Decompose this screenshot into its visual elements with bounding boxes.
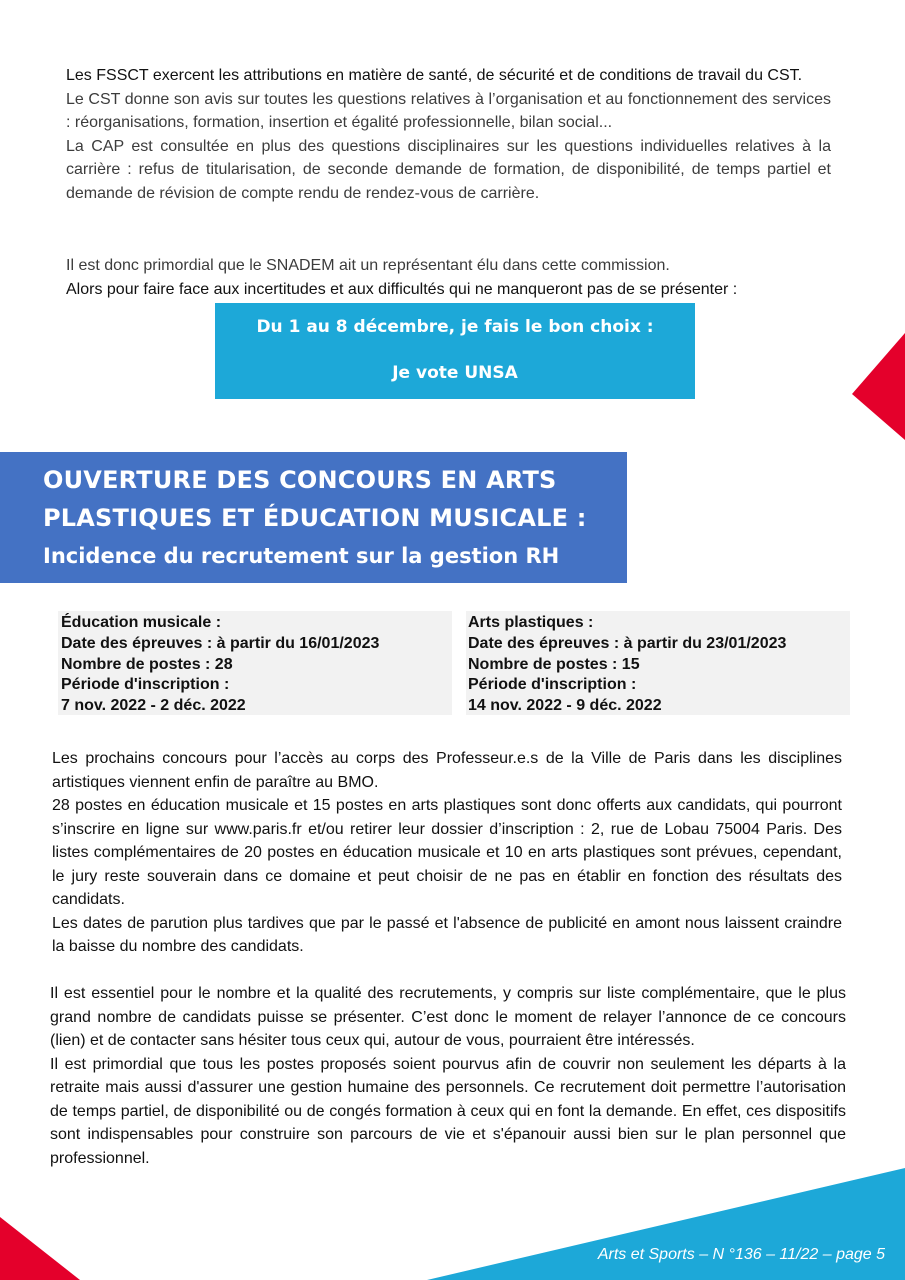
arts-posts: Nombre de postes : 15 xyxy=(468,655,640,673)
music-posts: Nombre de postes : 28 xyxy=(61,655,233,673)
concours-paragraph-3: Les dates de parution plus tardives que par le passé et l'absence de publicité en amont nous laissent craindre la baisse du nombre des candidats. xyxy=(52,914,842,955)
section-title-line2: PLASTIQUES ET ÉDUCATION MUSICALE : xyxy=(43,504,587,532)
red-triangle-decoration xyxy=(852,333,905,440)
concours-paragraph-1: Les prochains concours pour l’accès au corps des Professeur.e.s de la Ville de Paris dans les disciplines artistiques viennent enfin de paraître au BMO. xyxy=(52,750,842,791)
vote-slogan: Je vote UNSA xyxy=(392,363,518,383)
cap-paragraph: La CAP est consultée en plus des questions disciplinaires sur les questions individuelles relatives à la carrière : refus de titularisation, de seconde demande de formation, de disponibilité, de temps partiel et demande de révision de compte rendu de rendez-vous de carrière. xyxy=(66,137,831,202)
vote-dates: Du 1 au 8 décembre, je fais le bon choix : xyxy=(256,317,654,337)
essentiel-paragraph-1: Il est essentiel pour le nombre et la qualité des recrutements, y compris sur liste complémentaire, que le plus grand nombre de candidats puisse se présenter. C’est donc le moment de relayer l’annonce de ce concours (lien) et de contacter sans hésiter tous ceux qui, autour de vous, pourraient être intéressés. xyxy=(50,985,846,1049)
vote-callout-box xyxy=(215,303,695,399)
section-title-line1: OUVERTURE DES CONCOURS EN ARTS xyxy=(43,466,557,494)
concours-text xyxy=(52,747,842,959)
arts-registration-dates: 14 nov. 2022 - 9 déc. 2022 xyxy=(468,697,662,715)
cst-paragraph: Le CST donne son avis sur toutes les questions relatives à l’organisation et au fonctionnement des services : réorganisations, formation, insertion et égalité professionnelle, bilan social... xyxy=(66,90,831,131)
arts-registration-label: Période d'inscription : xyxy=(468,676,637,694)
music-box-title: Éducation musicale : xyxy=(61,614,222,631)
essentiel-paragraph-2: Il est primordial que tous les postes proposés soient pourvus afin de couvrir non seulement les départs à la retraite mais aussi d'assurer une gestion humaine des personnels. Ce recrutement doit permettre l’autorisation de temps partiel, de disponibilité ou de congés formation à ceux qui en font la demande. En effet, ces dispositifs sont indispensables pour construire son parcours de vie et s'épanouir aussi bien sur le plan personnel que professionnel. xyxy=(50,1055,846,1167)
fssct-paragraph: Les FSSCT exercent les attributions en matière de santé, de sécurité et de conditions de travail du CST. xyxy=(66,67,803,84)
snadem-line: Il est donc primordial que le SNADEM ait un représentant élu dans cette commission. xyxy=(66,257,670,274)
incertitudes-line: Alors pour faire face aux incertitudes et aux difficultés qui ne manqueront pas de se présenter : xyxy=(66,280,738,298)
intro-text xyxy=(66,64,831,205)
music-registration-label: Période d'inscription : xyxy=(61,676,230,694)
essentiel-text xyxy=(50,982,846,1170)
page-footer: Arts et Sports – N °136 – 11/22 – page 5 xyxy=(597,1246,885,1263)
music-exam-date: Date des épreuves : à partir du 16/01/2023 xyxy=(61,634,380,652)
section-header-banner xyxy=(0,452,627,583)
arts-exam-date: Date des épreuves : à partir du 23/01/2023 xyxy=(468,634,787,652)
arts-box-title: Arts plastiques : xyxy=(468,614,594,631)
section-subtitle: Incidence du recrutement sur la gestion RH xyxy=(43,544,560,568)
arts-info-box xyxy=(466,611,850,715)
snadem-text xyxy=(66,254,831,301)
red-corner-decoration xyxy=(0,1217,80,1280)
concours-paragraph-2: 28 postes en éducation musicale et 15 postes en arts plastiques sont donc offerts aux candidats, qui pourront s’inscrire en ligne sur www.paris.fr et/ou retirer leur dossier d’inscription : 2, rue de Lobau 75004 Paris. Des listes complémentaires de 20 postes en éducation musicale et 10 en arts plastiques sont prévues, cependant, le jury reste souverain dans ce domaine et peut choisir de ne pas en établir en fonction des résultats des candidats. xyxy=(52,797,842,908)
music-info-box xyxy=(58,611,452,715)
music-registration-dates: 7 nov. 2022 - 2 déc. 2022 xyxy=(61,697,246,715)
